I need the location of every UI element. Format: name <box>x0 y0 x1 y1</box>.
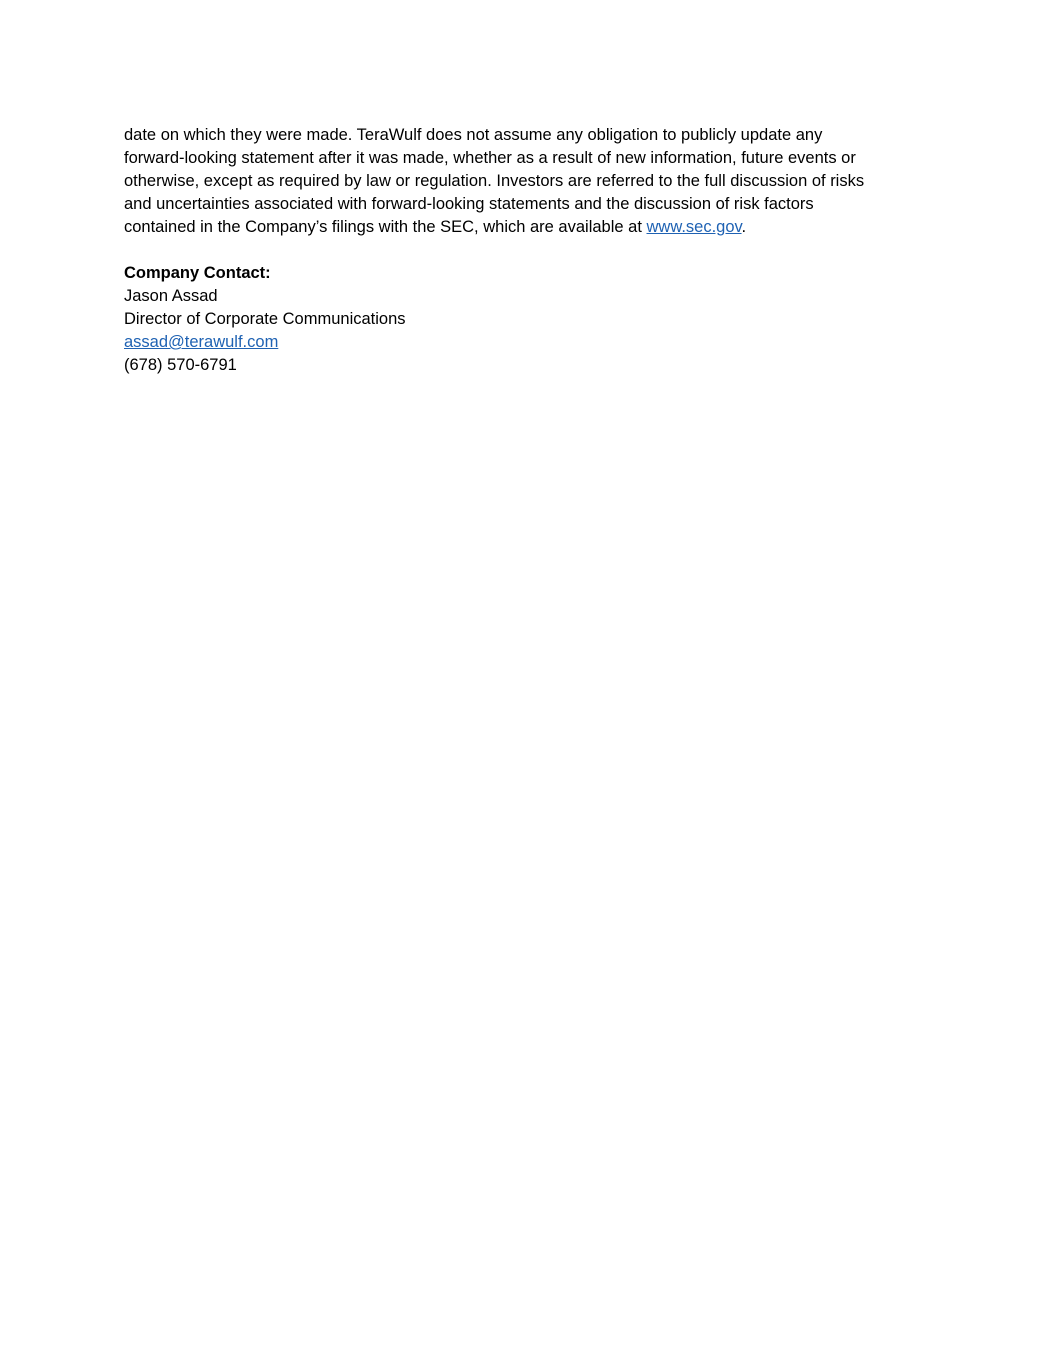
paragraph-period: . <box>741 218 747 236</box>
sec-gov-link[interactable]: www.sec.gov <box>646 218 742 236</box>
contact-name: Jason Assad <box>124 287 218 305</box>
contact-title: Director of Corporate Communications <box>124 310 406 328</box>
paragraph-line-3: otherwise, except as required by law or regulation. Investors are referred to the full discussion of risks <box>124 172 865 190</box>
paragraph-line-1: date on which they were made. TeraWulf does not assume any obligation to publicly update any <box>124 126 823 144</box>
paragraph-line-5-text: contained in the Company’s filings with the SEC, which are available at <box>124 218 647 236</box>
contact-email-link[interactable]: assad@terawulf.com <box>124 333 279 351</box>
company-contact-block <box>124 262 924 377</box>
paragraph-line-5 <box>124 216 924 239</box>
document-body <box>124 124 924 377</box>
contact-heading: Company Contact: <box>124 264 271 282</box>
paragraph-line-2: forward-looking statement after it was made, whether as a result of new information, future events or <box>124 149 856 167</box>
contact-phone: (678) 570-6791 <box>124 356 237 374</box>
forward-looking-paragraph <box>124 124 924 239</box>
paragraph-line-4: and uncertainties associated with forward-looking statements and the discussion of risk factors <box>124 195 814 213</box>
